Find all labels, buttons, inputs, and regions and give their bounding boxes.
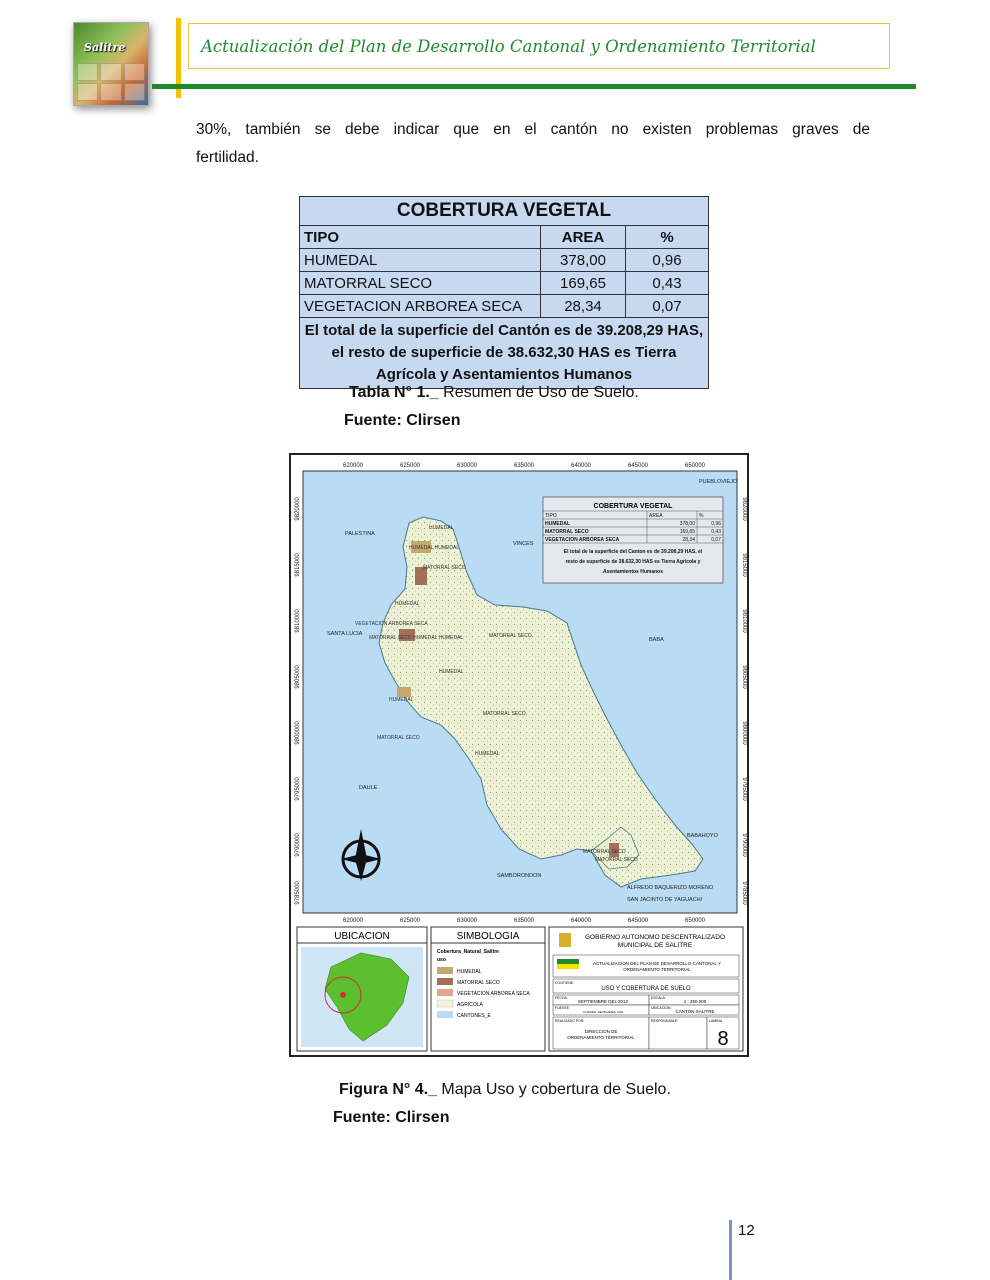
inset-header: AREA <box>649 513 663 519</box>
header-rule <box>152 84 916 89</box>
lamina-number: 8 <box>717 1028 729 1050</box>
figure-caption <box>339 1081 671 1099</box>
ubicacion-value: CANTON SALITRE <box>675 1009 715 1014</box>
inset-cell: 378,00 <box>679 521 695 527</box>
inset-note: El total de la superficie del Canton es de 39.208,29 HAS, el <box>563 549 703 555</box>
map-bottom-panels <box>297 927 743 1051</box>
paragraph-line-1: 30%, también se debe indicar que en el cantón no existen problemas graves de <box>196 121 870 138</box>
table-caption-label: Tabla N° 1._ <box>349 384 439 401</box>
x-axis-top <box>343 463 706 469</box>
y-tick: 9785000 <box>741 881 747 905</box>
y-tick: 9795000 <box>295 777 301 801</box>
y-tick: 9800000 <box>295 721 301 745</box>
realizado-label: REALIZADO POR: <box>555 1019 585 1023</box>
table-row <box>300 272 709 295</box>
y-tick: 9790000 <box>295 833 301 857</box>
place-palestina: PALESTINA <box>345 531 375 537</box>
inset-note: resto de superficie de 38.632,30 HAS es Tierra Agricola y <box>565 559 701 565</box>
inset-cell: HUMEDAL <box>545 521 570 527</box>
fecha-value: SEPTIEMBRE DEL 2013 <box>577 999 629 1004</box>
x-tick: 635000 <box>513 918 535 924</box>
x-tick: 635000 <box>513 463 535 469</box>
body-paragraph <box>196 116 870 172</box>
table-row <box>300 295 709 318</box>
label-matorral-seco: MATORRAL SECO <box>423 565 466 571</box>
y-tick: 9815000 <box>741 553 747 577</box>
label-humedal: HUMEDAL <box>475 751 500 757</box>
x-tick: 625000 <box>399 918 421 924</box>
x-tick: 645000 <box>627 463 649 469</box>
realizado-line2: ORDENAMIENTO TERRITORIAL <box>567 1035 635 1040</box>
gad-line1: GOBIERNO AUTONOMO DESCENTRALIZADO <box>584 934 726 941</box>
contiene-value: USO Y COBERTURA DE SUELO <box>601 986 691 992</box>
inset-cell: 0,07 <box>711 537 721 543</box>
place-daule: DAULE <box>359 785 378 791</box>
legend-item: VEGETACION ARBOREA SECA <box>457 991 530 997</box>
cell-pct: 0,96 <box>626 249 709 272</box>
cell-pct: 0,43 <box>626 272 709 295</box>
x-tick: 650000 <box>684 463 706 469</box>
gad-line2: MUNICIPAL DE SALITRE <box>617 942 693 949</box>
x-tick: 645000 <box>627 918 649 924</box>
x-axis-bottom <box>343 918 706 924</box>
table-caption-text: Resumen de Uso de Suelo. <box>438 384 639 401</box>
table-source: Fuente: Clirsen <box>344 412 461 429</box>
gad-emblem-icon <box>559 933 571 947</box>
y-tick: 9805000 <box>295 665 301 689</box>
y-tick: 9785000 <box>295 881 301 905</box>
label-matorral-seco: MATORRAL SECO <box>595 857 638 863</box>
place-san-jacinto: SAN JACINTO DE YAGUACHI <box>627 897 703 903</box>
place-santa-lucia: SANTA LUCIA <box>327 631 363 637</box>
table-caption <box>349 384 639 402</box>
label-matorral-seco: MATORRAL SECO <box>483 711 526 717</box>
figure-caption-label: Figura N° 4._ <box>339 1081 437 1098</box>
cell-tipo: HUMEDAL <box>300 249 541 272</box>
header-pct: % <box>626 226 709 249</box>
legend-item: AGRICOLA <box>457 1002 483 1008</box>
inset-cell: MATORRAL SECO <box>545 529 589 535</box>
y-tick: 9790000 <box>741 833 747 857</box>
fuente-label: FUENTE: <box>555 1006 570 1010</box>
cell-tipo: MATORRAL SECO <box>300 272 541 295</box>
header-area: AREA <box>541 226 626 249</box>
y-tick: 9810000 <box>295 609 301 633</box>
cell-area: 28,34 <box>541 295 626 318</box>
map-inset-table <box>543 497 723 583</box>
x-tick: 650000 <box>684 918 706 924</box>
x-tick: 620000 <box>342 463 364 469</box>
legend-item: MATORRAL SECO <box>457 980 500 986</box>
inset-cell: 0,43 <box>711 529 721 535</box>
plan-line1: ACTUALIZACION DEL PLAN DE DESARROLLO CANTONAL Y <box>592 961 722 966</box>
y-tick: 9810000 <box>741 609 747 633</box>
table-title: COBERTURA VEGETAL <box>300 197 709 226</box>
label-humedal: HUMEDAL <box>429 525 454 531</box>
header-tipo: TIPO <box>300 226 541 249</box>
flag-yellow <box>557 964 579 969</box>
ubicacion-label: UBICACION: <box>651 1006 672 1010</box>
figure-caption-text: Mapa Uso y cobertura de Suelo. <box>436 1081 671 1098</box>
y-tick: 9805000 <box>741 665 747 689</box>
label-matorral-seco: MATORRAL SECO <box>489 633 532 639</box>
fuente-value: CLIRSEN, SENPLADES, IGM <box>582 1010 624 1014</box>
paragraph-line-2: fertilidad. <box>196 149 259 166</box>
y-tick: 9820000 <box>295 497 301 521</box>
label-matorral-humedal: MATORRAL SECO HUMEDAL HUMEDAL <box>369 635 464 641</box>
lamina-label: LAMINA <box>709 1019 723 1023</box>
simbologia-title: SIMBOLOGIA <box>456 931 520 942</box>
label-humedal: HUMEDAL <box>439 669 464 675</box>
inset-cell: VEGETACION ARBOREA SECA <box>545 537 620 543</box>
place-alfredo: ALFREDO BAQUERIZO MORENO <box>627 885 714 891</box>
land-use-map <box>289 453 749 1057</box>
flag-green <box>557 959 579 964</box>
page-number-rule <box>729 1220 732 1280</box>
x-tick: 630000 <box>456 918 478 924</box>
y-tick: 9800000 <box>741 721 747 745</box>
label-humedal: HUMEDAL <box>389 697 414 703</box>
escala-value: 1 : 250.000 <box>683 999 707 1004</box>
page-number: 12 <box>738 1222 755 1239</box>
inset-cell: 28,34 <box>682 537 695 543</box>
cell-pct: 0,07 <box>626 295 709 318</box>
legend-title: Cobertura_Natural_Salitre <box>437 949 499 955</box>
y-axis-right <box>741 497 747 905</box>
fecha-label: FECHA: <box>555 996 568 1000</box>
table-row <box>300 249 709 272</box>
legend-item: CANTONES_E <box>457 1013 491 1019</box>
y-tick: 9795000 <box>741 777 747 801</box>
cell-area: 169,65 <box>541 272 626 295</box>
cell-tipo: VEGETACION ARBOREA SECA <box>300 295 541 318</box>
place-pueblo-viejo: PUEBLOVIEJO <box>699 479 738 485</box>
label-vegetacion: VEGETACION ARBOREA SECA <box>355 621 428 627</box>
label-humedal-humedal: HUMEDAL HUMEDAL <box>409 545 460 551</box>
legend-sub: uso <box>437 957 446 963</box>
header-title-box <box>188 23 890 69</box>
cobertura-vegetal-table <box>299 196 709 389</box>
place-vinces: VINCES <box>513 541 534 547</box>
inset-note: Asentamientos Humanos <box>602 569 664 575</box>
table-note: El total de la superficie del Cantón es de 39.208,29 HAS, el resto de superficie de 38.632,30 HAS es Tierra Agrícola y Asentamientos Humanos <box>300 318 709 389</box>
x-tick: 625000 <box>399 463 421 469</box>
cell-area: 378,00 <box>541 249 626 272</box>
realizado-line1: DIRECCION DE <box>584 1029 618 1034</box>
inset-header: % <box>699 513 704 519</box>
label-matorral-seco: MATORRAL SECO <box>377 735 420 741</box>
table-header-row <box>300 226 709 249</box>
ubicacion-title: UBICACION <box>334 931 390 942</box>
label-matorral-seco: MATORRAL SECO <box>583 849 626 855</box>
contiene-label: CONTIENE: <box>555 981 575 985</box>
inset-cell: 0,96 <box>711 521 721 527</box>
escala-label: ESCALA: <box>651 996 666 1000</box>
x-tick: 620000 <box>342 918 364 924</box>
logo-text: Salitre <box>84 41 126 54</box>
inset-header: TIPO <box>545 513 557 519</box>
x-tick: 640000 <box>570 463 592 469</box>
place-baba: BABA <box>649 637 664 643</box>
plan-line2: ORDENAMIENTO TERRITORIAL <box>623 967 691 972</box>
inset-title: COBERTURA VEGETAL <box>593 503 673 510</box>
x-tick: 630000 <box>456 463 478 469</box>
logo-photo-collage <box>77 63 145 101</box>
figure-source: Fuente: Clirsen <box>333 1109 450 1126</box>
y-tick: 9815000 <box>295 553 301 577</box>
inset-cell: 169,65 <box>679 529 695 535</box>
place-samborondon: SAMBORONDON <box>497 873 542 879</box>
y-axis-left <box>295 497 301 905</box>
salitre-logo <box>73 22 149 106</box>
place-babahoyo: BABAHOYO <box>687 833 718 839</box>
humedal-patch <box>397 687 411 697</box>
header-title: Actualización del Plan de Desarrollo Cantonal y Ordenamiento Territorial <box>201 36 816 56</box>
y-tick: 9820000 <box>741 497 747 521</box>
label-humedal: HUMEDAL <box>395 601 420 607</box>
legend-item: HUMEDAL <box>457 969 482 975</box>
x-tick: 640000 <box>570 918 592 924</box>
responsable-label: RESPONSABLE: <box>651 1019 679 1023</box>
